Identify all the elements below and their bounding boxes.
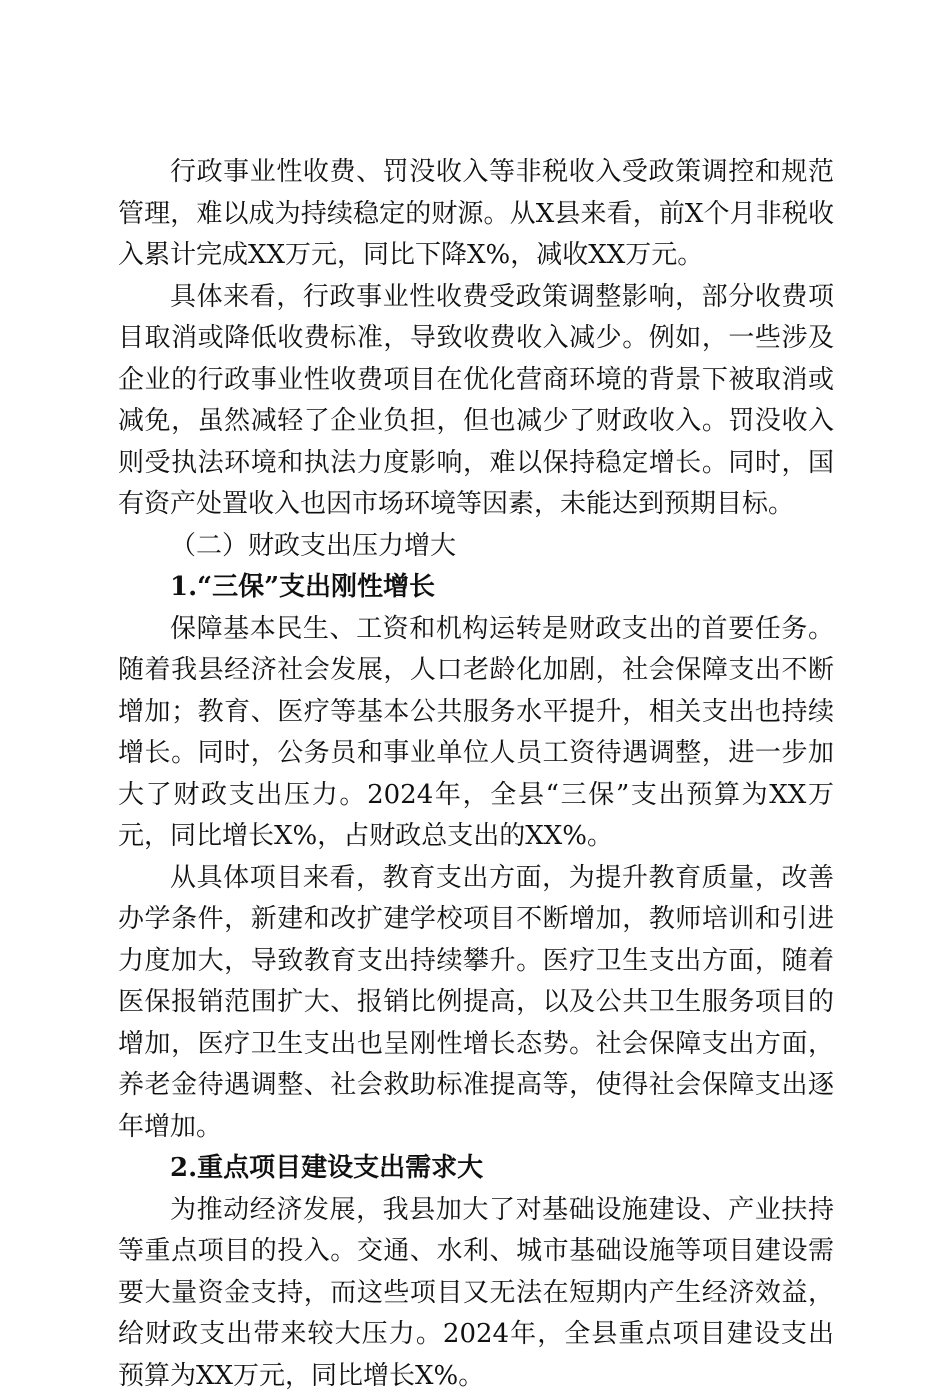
- body-paragraph: 为推动经济发展，我县加大了对基础设施建设、产业扶持等重点项目的投入。交通、水利、城市基础设施等项目建设需要大量资金支持，而这些项目又无法在短期内产生经济效益，给财政支出带来较大压力。2024年，全县重点项目建设支出预算为XX万元，同比增长X%。: [118, 1190, 834, 1397]
- body-paragraph: 行政事业性收费、罚没收入等非税收入受政策调控和规范管理，难以成为持续稳定的财源。从X县来看，前X个月非税收入累计完成XX万元，同比下降X%，减收XX万元。: [118, 152, 834, 277]
- body-paragraph: 保障基本民生、工资和机构运转是财政支出的首要任务。随着我县经济社会发展，人口老龄化加剧，社会保障支出不断增加；教育、医疗等基本公共服务水平提升，相关支出也持续增长。同时，公务员和事业单位人员工资待遇调整，进一步加大了财政支出压力。2024年，全县“三保”支出预算为XX万元，同比增长X%，占财政总支出的XX%。: [118, 609, 834, 858]
- section-heading: （二）财政支出压力增大: [118, 526, 834, 568]
- body-paragraph: 从具体项目来看，教育支出方面，为提升教育质量，改善办学条件，新建和改扩建学校项目不断增加，教师培训和引进力度加大，导致教育支出持续攀升。医疗卫生支出方面，随着医保报销范围扩大、报销比例提高，以及公共卫生服务项目的增加，医疗卫生支出也呈刚性增长态势。社会保障支出方面，养老金待遇调整、社会救助标准提高等，使得社会保障支出逐年增加。: [118, 858, 834, 1149]
- subsection-heading: 2.重点项目建设支出需求大: [118, 1148, 834, 1190]
- body-paragraph: 具体来看，行政事业性收费受政策调整影响，部分收费项目取消或降低收费标准，导致收费收入减少。例如，一些涉及企业的行政事业性收费项目在优化营商环境的背景下被取消或减免，虽然减轻了企业负担，但也减少了财政收入。罚没收入则受执法环境和执法力度影响，难以保持稳定增长。同时，国有资产处置收入也因市场环境等因素，未能达到预期目标。: [118, 277, 834, 526]
- document-body: [118, 152, 834, 1397]
- subsection-heading: 1.“三保”支出刚性增长: [118, 567, 834, 609]
